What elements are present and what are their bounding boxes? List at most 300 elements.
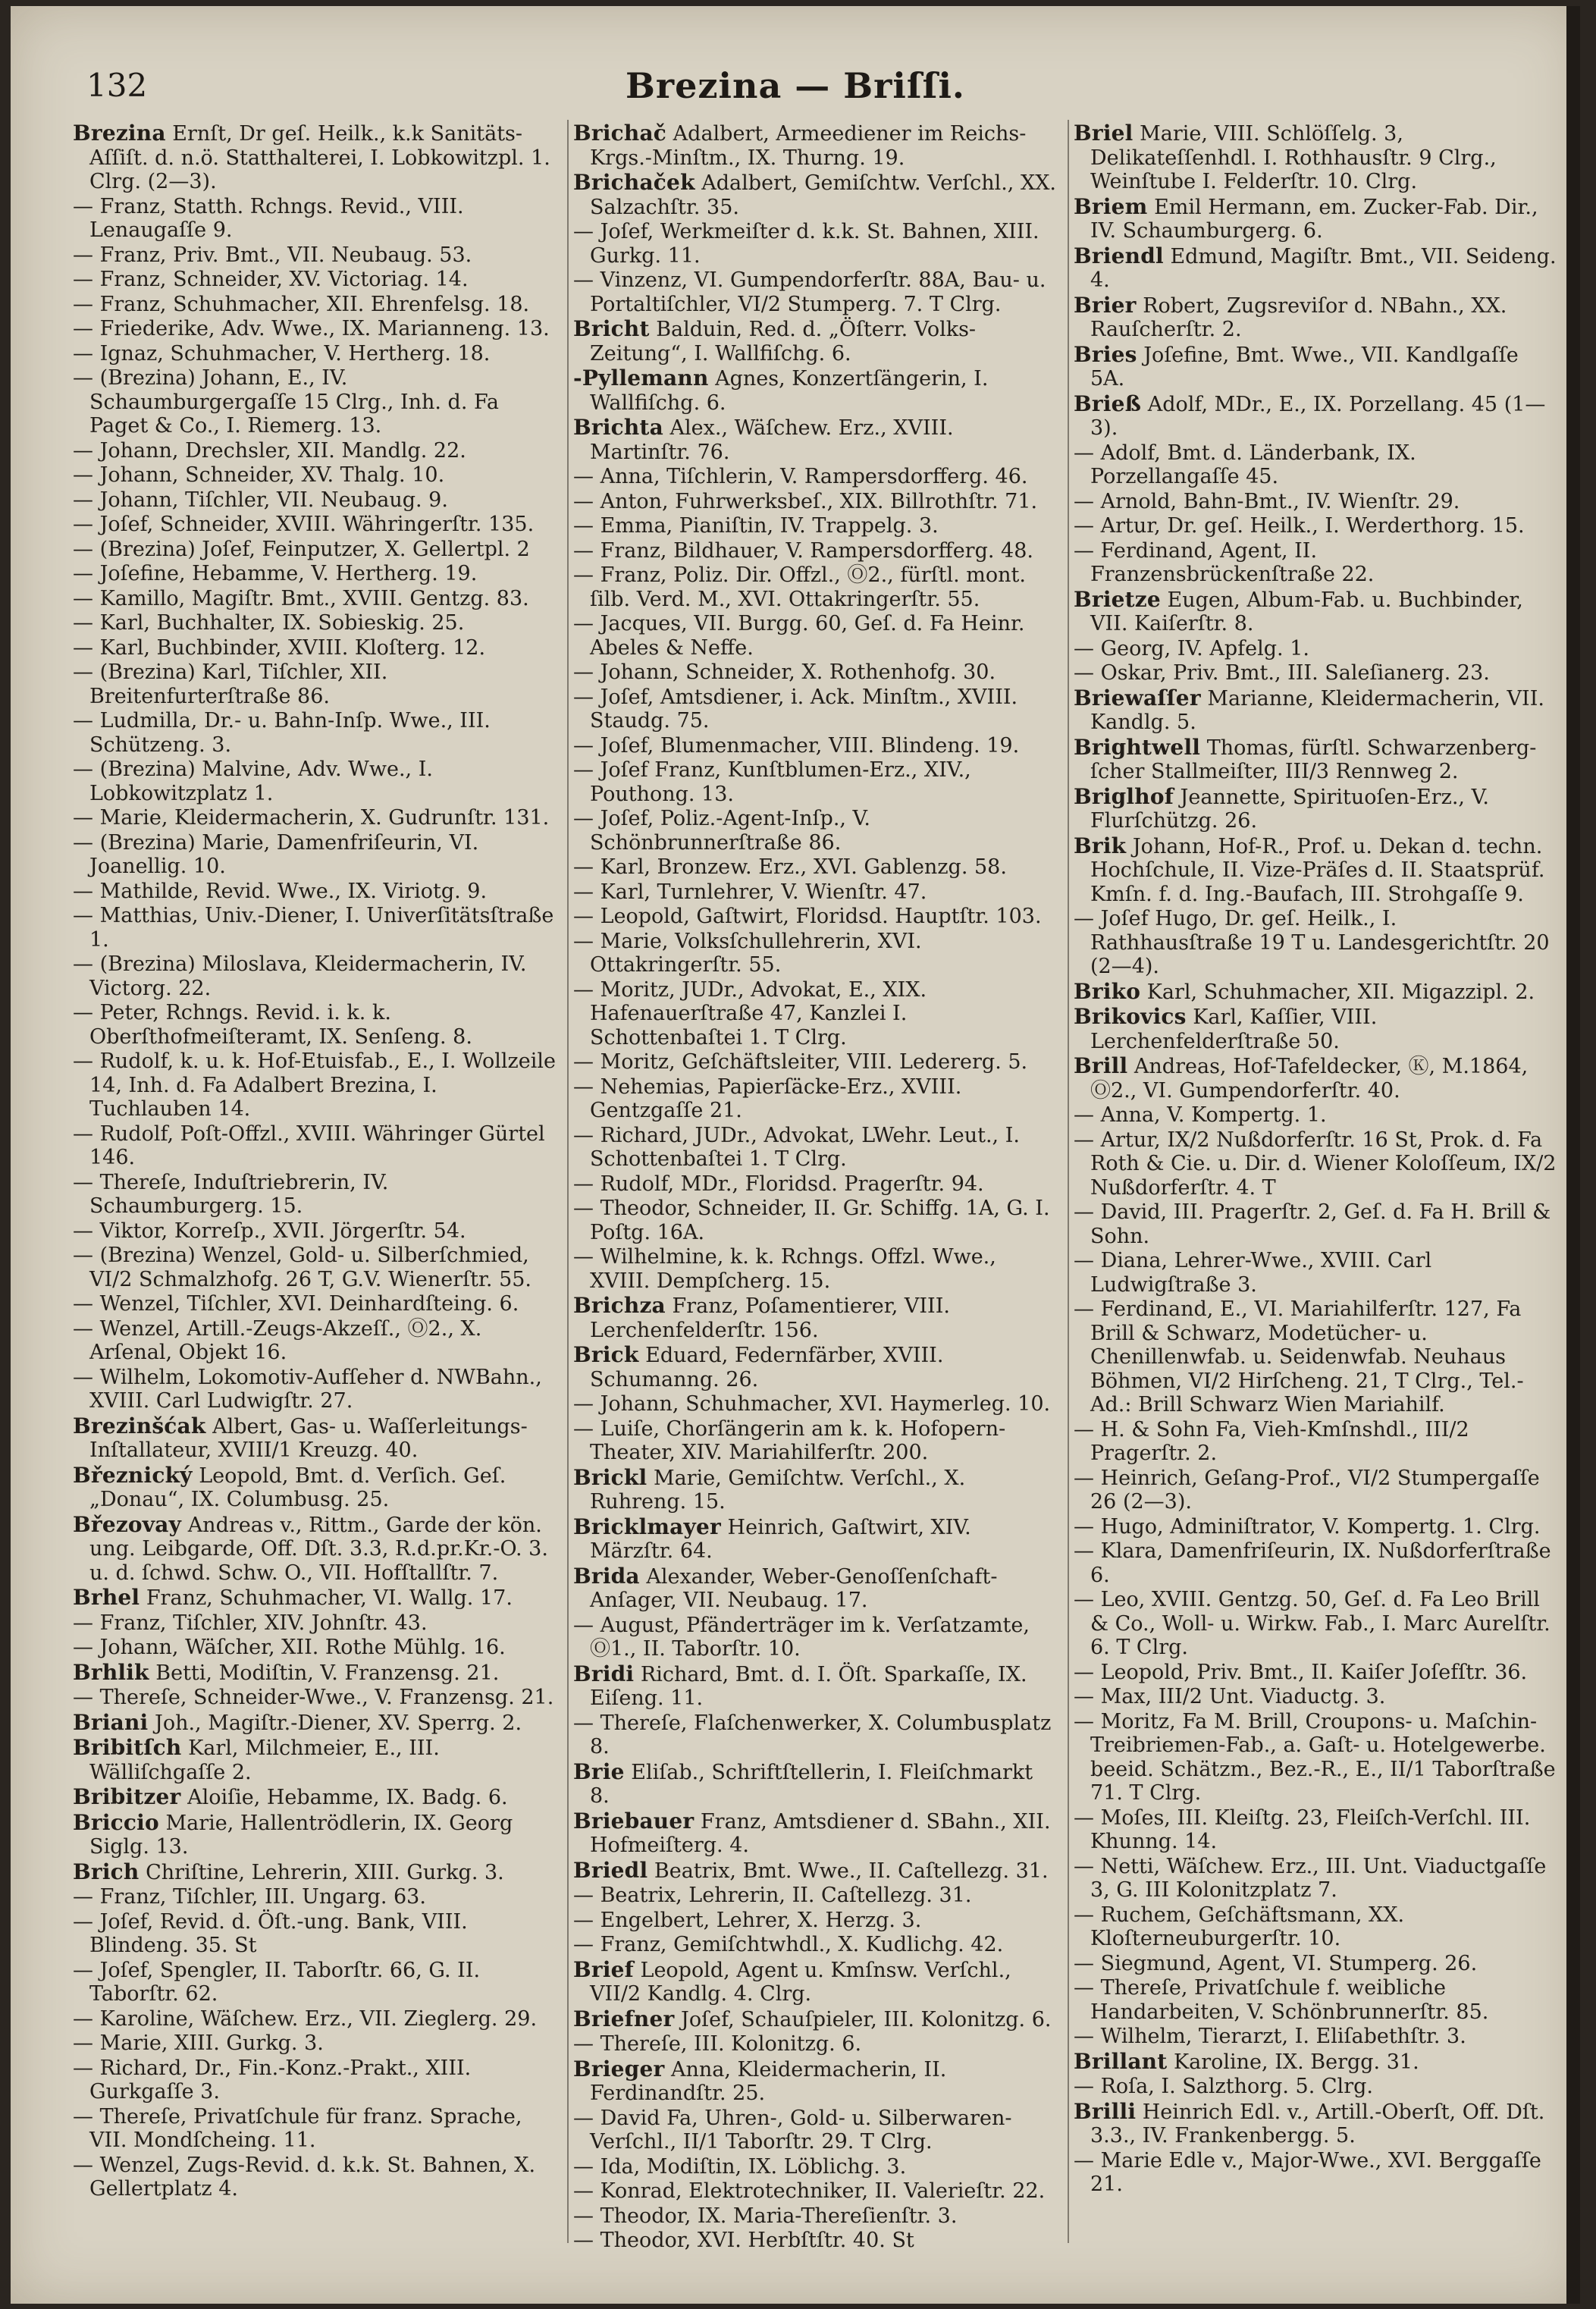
directory-entry (1074, 785, 1559, 833)
directory-entry (73, 1959, 558, 2006)
directory-entry (73, 1661, 558, 1686)
directory-entry (573, 2179, 1058, 2204)
directory-entry (573, 734, 1058, 758)
entry-text: Franz, Schuhmacher, VI. Wallg. 17. (146, 1586, 513, 1610)
entry-text: — Leo, XVIII. Gentzg. 50, Geſ. d. Fa Leo Brill & Co., Woll- u. Wirkw. Fab., I. Marc Aurelſtr. 6. T Clrg. (1074, 1588, 1551, 1659)
entry-surname: Brie (573, 1758, 625, 1784)
entry-text: — Joſef Franz, Kunſtblumen-Erz., XIV., Pouthong. 13. (573, 758, 971, 806)
directory-entry (1074, 1588, 1559, 1660)
entry-surname: Briendl (1074, 243, 1164, 268)
directory-entry (1074, 1661, 1559, 1685)
running-title: Brezina — Briſſi. (626, 65, 965, 106)
directory-entry (573, 855, 1058, 880)
directory-entry (573, 1197, 1058, 1244)
entry-text: — Joſef Hugo, Dr. geſ. Heilk., I. Rathhausſtraße 19 T u. Landesgerichtſtr. 20 (2—4). (1074, 907, 1550, 978)
entry-text: Eugen, Album-Fab. u. Buchbinder, VII. Kaiſerſtr. 8. (1090, 588, 1523, 635)
entry-text: — Karl, Buchhalter, IX. Sobieskig. 25. (73, 611, 465, 635)
directory-entry (573, 1884, 1058, 1908)
entry-text: — (Brezina) Joſef, Feinputzer, X. Gellertpl. 2 (73, 537, 530, 561)
entry-surname: Brieger (573, 2056, 665, 2082)
entry-text: — Johann, Tiſchler, VII. Neubaug. 9. (73, 488, 448, 512)
directory-entry (73, 2031, 558, 2056)
directory-entry (73, 243, 558, 268)
entry-text: — Kamillo, Magiſtr. Bmt., XVIII. Gentzg. 83. (73, 586, 529, 610)
directory-entry (73, 1171, 558, 1219)
entry-text: — Hugo, Adminiſtrator, V. Kompertg. 1. Clrg. (1074, 1514, 1541, 1539)
directory-entry (1074, 686, 1559, 735)
directory-entry (573, 1933, 1058, 1957)
entry-surname: Brick (573, 1342, 639, 1367)
directory-entry (573, 1417, 1058, 1465)
directory-entry (73, 1219, 558, 1244)
entry-text: Adolf, MDr., E., IX. Porzellang. 45 (1—3). (1090, 392, 1546, 440)
directory-entry (1074, 834, 1559, 907)
directory-entry (573, 1760, 1058, 1809)
entry-text: Beatrix, Bmt. Wwe., II. Caſtellezg. 31. (654, 1859, 1049, 1883)
entry-surname: Brief (573, 1956, 634, 1982)
entry-text: Franz, Amtsdiener d. SBahn., XII. Hofmeiſterg. 4. (590, 1809, 1051, 1857)
directory-entry (573, 416, 1058, 464)
entry-text: Marie, VIII. Schlöſſelg. 3, Delikateſſenhdl. I. Rothhausſtr. 9 Clrg., Weinſtube I. Felderſtr. 10. Clrg. (1090, 122, 1497, 193)
entry-surname: Brichta (573, 415, 663, 440)
entry-text: — Viktor, Korreſp., XVII. Jörgerſtr. 54. (73, 1219, 466, 1243)
directory-entry (73, 195, 558, 243)
entry-text: — Moritz, Fa M. Brill, Croupons- u. Maſchin-Treibriemen-Fab., a. Gaſt- u. Hotelgewerbe. beeid. Schätzm., Bez.-R., E., II/1 Taborſtraße 71. T Clrg. (1074, 1709, 1556, 1805)
entry-text: — Rudolf, k. u. k. Hof-Etuisfab., E., I. Wollzeile 14, Inh. d. Fa Adalbert Brezina, I. Tuchlauben 14. (73, 1049, 556, 1121)
directory-entry (73, 366, 558, 438)
entry-text: — Ludmilla, Dr.- u. Bahn-Inſp. Wwe., III. Schützeng. 3. (73, 709, 491, 757)
entry-text: — (Brezina) Miloslava, Kleidermacherin, IV. Victorg. 22. (73, 952, 527, 1000)
directory-entry (573, 2007, 1058, 2032)
directory-entry (1074, 1005, 1559, 1053)
entry-text: Alexander, Weber-Genoſſenſchaft-Anſager, VII. Neubaug. 17. (590, 1564, 998, 1612)
column-rule (567, 120, 569, 2243)
entry-text: — Franz, Poliz. Dir. Offzl., Ⓞ2., fürſtl. mont. ſilb. Verd. M., XVI. Ottakringerſtr. 55. (573, 563, 1026, 611)
entry-text: — Joſefine, Hebamme, V. Hertherg. 19. (73, 562, 478, 585)
entry-text: — Joſef, Poliz.-Agent-Inſp., V. Schönbrunnerſtraße 86. (573, 807, 870, 855)
entry-text: — Moritz, JUDr., Advokat, E., XIX. Hafenauerſtraße 47, Kanzlei I. Schottenbaſtei 1. T Clrg. (573, 977, 927, 1049)
entry-text: — Karl, Turnlehrer, V. Wienſtr. 47. (573, 880, 927, 904)
directory-entry (573, 1809, 1058, 1858)
directory-entry (73, 904, 558, 952)
entry-surname: Brichza (573, 1293, 666, 1318)
directory-entry (1074, 907, 1559, 979)
directory-entry (73, 538, 558, 562)
directory-entry (73, 1122, 558, 1170)
entry-text: Andreas, Hof-Tafeldecker, Ⓚ, M.1864, Ⓞ2., VI. Gumpendorferſtr. 40. (1090, 1055, 1529, 1103)
entry-text: Jeannette, Spirituoſen-Erz., V. Flurſchützg. 26. (1090, 785, 1489, 833)
directory-entry (73, 2007, 558, 2031)
entry-text: Marie, Hallentrödlerin, IX. Georg Siglg. 13. (89, 1811, 513, 1859)
entry-text: Karoline, IX. Bergg. 31. (1173, 2050, 1419, 2074)
entry-text: — Karl, Bronzew. Erz., XVI. Gablenzg. 58. (573, 855, 1007, 879)
directory-entry (73, 488, 558, 513)
entry-text: — Wilhelm, Lokomotiv-Aufſeher d. NWBahn., XVIII. Carl Ludwigſtr. 27. (73, 1365, 542, 1413)
entry-text: — Siegmund, Agent, VI. Stumperg. 26. (1074, 1951, 1478, 1975)
directory-entry (573, 1392, 1058, 1416)
directory-entry (573, 539, 1058, 563)
page-header (11, 59, 1580, 112)
entry-text: — Franz, Schuhmacher, XII. Ehrenfelsg. 18. (73, 292, 530, 316)
entry-text: — Ferdinand, Agent, II. Franzensbrückenſtraße 22. (1074, 538, 1375, 586)
entry-surname: Brichač (573, 121, 667, 146)
directory-entry (73, 121, 558, 194)
directory-entry (1074, 244, 1559, 293)
entry-surname: Brhel (73, 1585, 140, 1610)
page-number: 132 (86, 67, 148, 104)
entry-surname: Brich (73, 1859, 140, 1884)
entry-surname: Brill (1074, 1053, 1128, 1078)
directory-entry (573, 465, 1058, 489)
entry-surname: Bricklmayer (573, 1514, 721, 1539)
directory-entry (73, 439, 558, 463)
entry-text: — Oskar, Priv. Bmt., III. Saleſianerg. 23. (1074, 661, 1490, 685)
entry-text: Adalbert, Gemiſchtw. Verſchl., XX. Salzachſtr. 35. (590, 171, 1056, 219)
entry-text: Agnes, Konzertſängerin, I. Wallfiſchg. 6. (590, 367, 989, 415)
entry-surname: Brightwell (1074, 734, 1201, 760)
entry-text: — Moſes, III. Kleiſtg. 23, Fleiſch-Verſchl. III. Khunng. 14. (1074, 1805, 1531, 1853)
directory-entry (73, 1001, 558, 1049)
directory-entry (573, 121, 1058, 170)
entry-text: — Anna, Tiſchlerin, V. Rampersdorfferg. 46. (573, 465, 1028, 488)
directory-entry (1074, 2100, 1559, 2148)
directory-page (11, 6, 1580, 2304)
directory-entry (573, 612, 1058, 660)
directory-entry (573, 1711, 1058, 1759)
entry-surname: Bribitzer (73, 1784, 181, 1809)
directory-entry (1074, 195, 1559, 243)
entry-surname: Briglhof (1074, 783, 1174, 809)
entry-surname: Březnický (73, 1462, 193, 1488)
entry-text: — Konrad, Elektrotechniker, II. Valerieſtr. 22. (573, 2179, 1046, 2203)
directory-entry (73, 1785, 558, 1810)
entry-text: — Jacques, VII. Burgg. 60, Geſ. d. Fa Heinr. Abeles & Neffe. (573, 612, 1025, 660)
entry-surname: -Pyllemann (573, 365, 709, 391)
entry-text: Thomas, fürſtl. Schwarzenberg-ſcher Stallmeiſter, III/3 Rennweg 2. (1090, 736, 1537, 783)
entry-text: — Wilhelmine, k. k. Rchngs. Offzl. Wwe., XVIII. Dempſcherg. 15. (573, 1245, 996, 1293)
directory-entry (73, 1811, 558, 1859)
column-rule (1068, 120, 1069, 2243)
entry-surname: Brietze (1074, 586, 1161, 612)
entry-surname: Brickl (573, 1464, 647, 1490)
entry-text: — Rudolf, Poſt-Offzl., XVIII. Währinger Gürtel 146. (73, 1122, 545, 1169)
entry-text: — Rudolf, MDr., Floridsd. Pragerſtr. 94. (573, 1172, 984, 1196)
entry-text: — Johann, Schneider, X. Rothenhofg. 30. (573, 660, 996, 684)
directory-entry (73, 293, 558, 317)
directory-entry (1074, 490, 1559, 514)
directory-entry (573, 220, 1058, 268)
directory-entry (73, 1414, 558, 1463)
entry-text: — Engelbert, Lehrer, X. Herzg. 3. (573, 1908, 922, 1932)
entry-text: Edmund, Magiſtr. Bmt., VII. Seideng. 4. (1090, 244, 1557, 292)
entry-text: — Franz, Schneider, XV. Victoriag. 14. (73, 268, 469, 291)
entry-text: — August, Pfänderträger im k. Verſatzamte, Ⓞ1., II. Taborſtr. 10. (573, 1613, 1030, 1661)
entry-text: — Thereſe, Privatſchule für franz. Sprache, VII. Mondſcheing. 11. (73, 2104, 522, 2152)
directory-entry (1074, 1685, 1559, 1709)
entry-text: — Max, III/2 Unt. Viaductg. 3. (1074, 1685, 1386, 1708)
entry-text: — Artur, IX/2 Nußdorferſtr. 16 St, Prok. d. Fa Roth & Cie. u. Dir. d. Wiener Koloſſeum, IX/2 Nußdorferſtr. 4. T (1074, 1128, 1557, 1200)
entry-surname: Brieß (1074, 391, 1142, 416)
directory-entry (573, 1909, 1058, 1933)
entry-text: Betti, Modiſtin, V. Franzensg. 21. (155, 1661, 500, 1685)
entry-text: Johann, Hof-R., Prof. u. Dekan d. techn. Hochſchule, II. Vize-Präſes d. II. Staatsprüf. Kmſn. f. d. Ing.-Baufach, III. Strohgaſſe 9. (1090, 834, 1545, 906)
directory-entry (73, 758, 558, 805)
directory-entry (1074, 2149, 1559, 2197)
entry-text: — Heinrich, Geſang-Prof., VI/2 Stumpergaſſe 26 (2—3). (1074, 1466, 1540, 1514)
entry-text: — Thereſe, Induſtriebrerin, IV. Schaumburgerg. 15. (73, 1170, 389, 1218)
directory-entry (73, 952, 558, 1000)
directory-entry (573, 685, 1058, 733)
entry-text: — Franz, Statth. Rchngs. Revid., VIII. Lenaugaſſe 9. (73, 194, 464, 242)
entry-text: — (Brezina) Malvine, Adv. Wwe., I. Lobkowitzplatz 1. (73, 758, 433, 805)
directory-entry (573, 2032, 1058, 2056)
entry-text: — Mathilde, Revid. Wwe., IX. Viriotg. 9. (73, 879, 488, 903)
directory-entry (73, 1513, 558, 1586)
directory-entry (1074, 343, 1559, 391)
entry-text: Leopold, Bmt. d. Verſich. Geſ. „Donau“, IX. Columbusg. 25. (89, 1464, 506, 1511)
entry-text: — Thereſe, III. Kolonitzg. 6. (573, 2032, 862, 2056)
entry-text: — Joſef, Revid. d. Öſt.-ung. Bank, VIII. Blindeng. 35. St (73, 1909, 468, 1957)
entry-text: Leopold, Agent u. Kmſnsw. Verſchl., VII/2 Kandlg. 4. Clrg. (590, 1958, 1011, 2006)
directory-entry (1074, 1128, 1559, 1200)
entry-surname: Březovay (73, 1511, 182, 1537)
directory-entry (573, 366, 1058, 415)
entry-text: — Arnold, Bahn-Bmt., IV. Wienſtr. 29. (1074, 489, 1460, 513)
entry-text: — Anna, V. Kompertg. 1. (1074, 1103, 1327, 1127)
entry-surname: Briewaſſer (1074, 685, 1201, 711)
entry-text: Karl, Kaſſier, VIII. Lerchenfelderſtraße 50. (1090, 1005, 1378, 1053)
entry-text: — Marie, XIII. Gurkg. 3. (73, 2031, 324, 2055)
entry-text: — Wenzel, Zugs-Revid. d. k.k. St. Bahnen, X. Gellertplatz 4. (73, 2153, 536, 2201)
entry-text: — Emma, Pianiſtin, IV. Trappelg. 3. (573, 514, 939, 538)
entry-text: — Joſef, Blumenmacher, VIII. Blindeng. 19. (573, 733, 1020, 758)
directory-entry (73, 1317, 558, 1365)
entry-surname: Briccio (73, 1809, 159, 1835)
entry-text: — Vinzenz, VI. Gumpendorferſtr. 88A, Bau- u. Portaltiſchler, VI/2 Stumperg. 7. T Clrg. (573, 268, 1046, 316)
entry-text: Karl, Schuhmacher, XII. Migazzipl. 2. (1146, 980, 1535, 1004)
entry-text: Chriſtine, Lehrerin, XIII. Gurkg. 3. (146, 1860, 504, 1884)
entry-text: — Friederike, Adv. Wwe., IX. Marianneng. 13. (73, 317, 550, 340)
entry-surname: Brikovics (1074, 1004, 1187, 1029)
directory-entry (573, 514, 1058, 538)
entry-text: — Theodor, Schneider, II. Gr. Schiffg. 1A, G. I. Poſtg. 16A. (573, 1197, 1050, 1244)
entry-text: — Klara, Damenfriſeurin, IX. Nußdorferſtraße 6. (1074, 1539, 1551, 1587)
entry-text: Karl, Milchmeier, E., III. Wälliſchgaſſe 2. (89, 1736, 440, 1784)
entry-text: — Thereſe, Privatſchule f. weibliche Handarbeiten, V. Schönbrunnerſtr. 85. (1074, 1976, 1489, 2024)
entry-surname: Bridi (573, 1661, 635, 1686)
directory-entry (1074, 637, 1559, 661)
entry-text: Balduin, Red. d. „Öſterr. Volks-Zeitung“, I. Wallfiſchg. 6. (590, 318, 977, 365)
entry-text: Adalbert, Armeediener im Reichs-Krgs.-Minſtm., IX. Thurng. 19. (590, 122, 1027, 170)
entry-text: — Thereſe, Schneider-Wwe., V. Franzensg. 21. (73, 1686, 554, 1709)
entry-text: — David Fa, Uhren-, Gold- u. Silberwaren-Verſchl., II/1 Taborſtr. 29. T Clrg. (573, 2106, 1012, 2154)
entry-text: — Georg, IV. Apfelg. 1. (1074, 636, 1309, 660)
directory-entry (73, 1686, 558, 1710)
entry-text: — Johann, Schuhmacher, XVI. Haymerleg. 10. (573, 1392, 1051, 1416)
entry-text: — Adolf, Bmt. d. Länderbank, IX. Porzellangaſſe 45. (1074, 441, 1416, 488)
directory-entry (1074, 121, 1559, 194)
entry-text: Heinrich Edl. v., Artill.-Oberſt, Off. Dſt. 3.3., IV. Frankenbergg. 5. (1090, 2100, 1545, 2147)
entry-text: — Franz, Tiſchler, XIV. Johnſtr. 43. (73, 1611, 428, 1635)
directory-entry (573, 660, 1058, 685)
directory-entry (73, 1049, 558, 1122)
directory-entry (573, 2229, 1058, 2253)
directory-entry (73, 1885, 558, 1909)
entry-text: Albert, Gas- u. Waſſerleitungs-Inſtallateur, XVIII/1 Kreuzg. 40. (89, 1414, 528, 1462)
entry-text: Eduard, Federnfärber, XVIII. Schumanng. 26. (590, 1344, 944, 1391)
directory-entry (73, 2105, 558, 2153)
entry-text: — Franz, Tiſchler, III. Ungarg. 63. (73, 1885, 426, 1909)
entry-text: — Peter, Rchngs. Revid. i. k. k. Oberſthofmeiſteramt, IX. Senſeng. 8. (73, 1001, 472, 1049)
entry-text: — Matthias, Univ.-Diener, I. Univerſitätsſtraße 1. (73, 904, 554, 952)
directory-entry (73, 1860, 558, 1885)
directory-entry (73, 1736, 558, 1784)
entry-text: — Karoline, Wäſchew. Erz., VII. Zieglerg. 29. (73, 2006, 538, 2031)
entry-surname: Brezinšćak (73, 1413, 206, 1438)
entry-text: Ernſt, Dr geſ. Heilk., k.k Sanitäts-Aſſiſt. d. n.ö. Statthalterei, I. Lobkowitzpl. 1. Clrg. (2—3). (89, 122, 550, 193)
directory-entry (573, 1958, 1058, 2006)
directory-entry (573, 807, 1058, 855)
entry-text: — Nehemias, Papierſäcke-Erz., XVIII. Gentzgaſſe 21. (573, 1075, 962, 1122)
entry-text: — Ida, Modiſtin, IX. Löblichg. 3. (573, 2154, 907, 2179)
entry-surname: Brichaček (573, 170, 695, 195)
directory-entry (1074, 2075, 1559, 2099)
directory-entry (73, 831, 558, 879)
directory-entry (73, 1586, 558, 1611)
entry-text: Eliſab., Schriftſtellerin, I. Fleiſchmarkt 8. (590, 1760, 1033, 1808)
directory-entry (1074, 293, 1559, 342)
entry-text: — Wenzel, Artill.-Zeugs-Akzeſſ., Ⓞ2., X. Arſenal, Objekt 16. (73, 1316, 482, 1364)
directory-entry (1074, 1467, 1559, 1514)
entry-text: — Diana, Lehrer-Wwe., XVIII. Carl Ludwigſtraße 3. (1074, 1249, 1432, 1297)
directory-entry (1074, 539, 1559, 587)
entry-text: Andreas v., Rittm., Garde der kön. ung. Leibgarde, Off. Dſt. 3.3, R.d.pr.Kr.-O. 3. u. d. ſchwd. Schw. O., VII. Hofſtallſtr. 7. (89, 1513, 548, 1585)
directory-entry (1074, 1710, 1559, 1805)
directory-entry (73, 1366, 558, 1413)
entry-text: — Joſef, Spengler, II. Taborſtr. 66, G. II. Taborſtr. 62. (73, 1958, 481, 2006)
entry-text: Joſef, Schauſpieler, III. Kolonitzg. 6. (681, 2007, 1052, 2031)
entry-text: — Ignaz, Schuhmacher, V. Hertherg. 18. (73, 341, 491, 365)
directory-entry (1074, 1976, 1559, 2024)
directory-entry (573, 1050, 1058, 1075)
entry-text: Marianne, Kleidermacherin, VII. Kandlg. 5. (1090, 686, 1544, 734)
entry-text: Alex., Wäſchew. Erz., XVIII. Martinſtr. 76. (590, 416, 954, 464)
directory-entry (573, 978, 1058, 1050)
directory-entry (573, 1172, 1058, 1197)
entry-text: — Luiſe, Chorſängerin am k. k. Hofopern-Theater, XIV. Mariahilferſtr. 200. (573, 1416, 1006, 1464)
entry-text: Aloiſie, Hebamme, IX. Badg. 6. (187, 1786, 508, 1809)
directory-entry (73, 342, 558, 366)
directory-entry (1074, 514, 1559, 538)
directory-entry (1074, 1418, 1559, 1466)
entry-text: — (Brezina) Marie, Damenfriſeurin, VI. Joanellig. 10. (73, 830, 479, 878)
entry-text: Joſefine, Bmt. Wwe., VII. Kandlgaſſe 5A. (1090, 343, 1519, 391)
entry-surname: Briedl (573, 1857, 648, 1883)
entry-text: — Joſef, Werkmeiſter d. k.k. St. Bahnen, XIII. Gurkg. 11. (573, 220, 1039, 268)
entry-surname: Bricht (573, 316, 650, 341)
directory-entry (573, 1343, 1058, 1391)
entry-text: — (Brezina) Wenzel, Gold- u. Silberſchmied, VI/2 Schmalzhofg. 26 T, G.V. Wienerſtr. 55. (73, 1244, 532, 1291)
directory-entry (573, 2204, 1058, 2229)
directory-entry (573, 2155, 1058, 2179)
entry-surname: Briani (73, 1709, 149, 1735)
entry-text: — Marie Edle v., Major-Wwe., XVI. Berggaſſe 21. (1074, 2148, 1541, 2196)
entry-surname: Bries (1074, 341, 1137, 367)
entry-text: — H. & Sohn Fa, Vieh-Kmſnshdl., III/2 Pragerſtr. 2. (1074, 1417, 1469, 1465)
entry-text: Emil Hermann, em. Zucker-Fab. Dir., IV. Schaumburgerg. 6. (1090, 195, 1538, 243)
directory-entry (73, 317, 558, 341)
entry-surname: Brik (1074, 833, 1127, 858)
directory-entry (1074, 1539, 1559, 1587)
directory-entry (573, 1515, 1058, 1564)
entry-surname: Brier (1074, 292, 1137, 318)
entry-text: — Netti, Wäſchew. Erz., III. Unt. Viaductgaſſe 3, G. III Kolonitzplatz 7. (1074, 1854, 1547, 1902)
directory-entry (573, 1245, 1058, 1293)
directory-entry (1074, 588, 1559, 636)
directory-entry (573, 268, 1058, 316)
directory-entry (73, 1711, 558, 1736)
directory-entry (1074, 1515, 1559, 1539)
directory-entry (73, 880, 558, 904)
column-1 (73, 121, 558, 2275)
entry-text: — Richard, Dr., Fin.-Konz.-Prakt., XIII. Gurkgaſſe 3. (73, 2056, 472, 2104)
column-3 (1074, 121, 1559, 2275)
entry-text: Richard, Bmt. d. I. Öſt. Sparkaſſe, IX. Eiſeng. 11. (590, 1662, 1027, 1710)
entry-text: Marie, Gemiſchtw. Verſchl., X. Ruhreng. 15. (590, 1466, 966, 1514)
directory-entry (73, 513, 558, 537)
entry-text: Joh., Magiſtr.-Diener, XV. Sperrg. 2. (155, 1711, 522, 1735)
directory-entry (1074, 736, 1559, 784)
directory-entry (1074, 1806, 1559, 1854)
directory-entry (73, 709, 558, 757)
directory-entry (73, 1636, 558, 1660)
entry-text: — Wenzel, Tiſchler, XVI. Deinhardſteing. 6. (73, 1292, 519, 1316)
entry-text: — Marie, Kleidermacherin, X. Gudrunſtr. 131. (73, 806, 550, 830)
directory-entry (73, 660, 558, 708)
directory-entry (1074, 1249, 1559, 1297)
entry-surname: Briebauer (573, 1808, 695, 1834)
entry-text: — Ruchem, Geſchäftsmann, XX. Kloſterneuburgerſtr. 10. (1074, 1903, 1405, 1950)
directory-entry (1074, 441, 1559, 489)
entry-surname: Briel (1074, 121, 1134, 146)
directory-entry (573, 1662, 1058, 1711)
entry-text: — Johann, Drechsler, XII. Mandlg. 22. (73, 438, 466, 463)
entry-text: — Wilhelm, Tierarzt, I. Eliſabethſtr. 3. (1074, 2025, 1466, 2048)
entry-text: Robert, Zugsreviſor d. NBahn., XX. Rauſcherſtr. 2. (1090, 293, 1507, 341)
entry-text: — (Brezina) Johann, E., IV. Schaumburgergaſſe 15 Clrg., Inh. d. Fa Paget & Co., I. Riemerg. 13. (73, 366, 499, 438)
entry-text: — Karl, Buchbinder, XVIII. Kloſterg. 12. (73, 635, 486, 660)
directory-entry (573, 905, 1058, 929)
entry-text: — Franz, Gemiſchtwhdl., X. Kudlichg. 42. (573, 1933, 1004, 1956)
directory-entry (73, 611, 558, 635)
entry-text: — Joſef, Schneider, XVIII. Währingerſtr. 135. (73, 513, 535, 536)
entry-text: — Ferdinand, E., VI. Mariahilferſtr. 127, Fa Brill & Schwarz, Modetücher- u. Chenillenwfab. u. Seidenwfab. Neuhaus Böhmen, VI/2 Hirſcheng. 21, T Clrg., Tel.-Ad.: Brill Schwarz Wien Mariahilf. (1074, 1297, 1524, 1416)
directory-entry (1074, 1054, 1559, 1103)
entry-text: — Franz, Priv. Bmt., VII. Neubaug. 53. (73, 243, 472, 267)
directory-entry (573, 490, 1058, 514)
directory-entry (573, 2107, 1058, 2154)
entry-text: — Roſa, I. Salzthorg. 5. Clrg. (1074, 2075, 1373, 2098)
directory-entry (73, 2154, 558, 2201)
entry-text: Anna, Kleidermacherin, II. Ferdinandſtr. 25. (590, 2057, 947, 2105)
directory-entry (1074, 1855, 1559, 1903)
entry-text: — (Brezina) Karl, Tiſchler, XII. Breitenfurterſtraße 86. (73, 660, 388, 708)
entry-text: — Leopold, Gaſtwirt, Floridsd. Hauptſtr. 103. (573, 905, 1042, 928)
directory-entry (1074, 1952, 1559, 1976)
entry-surname: Brezina (73, 121, 166, 146)
directory-entry (1074, 2050, 1559, 2075)
entry-text: — Artur, Dr. geſ. Heilk., I. Werderthorg. 15. (1074, 514, 1525, 538)
